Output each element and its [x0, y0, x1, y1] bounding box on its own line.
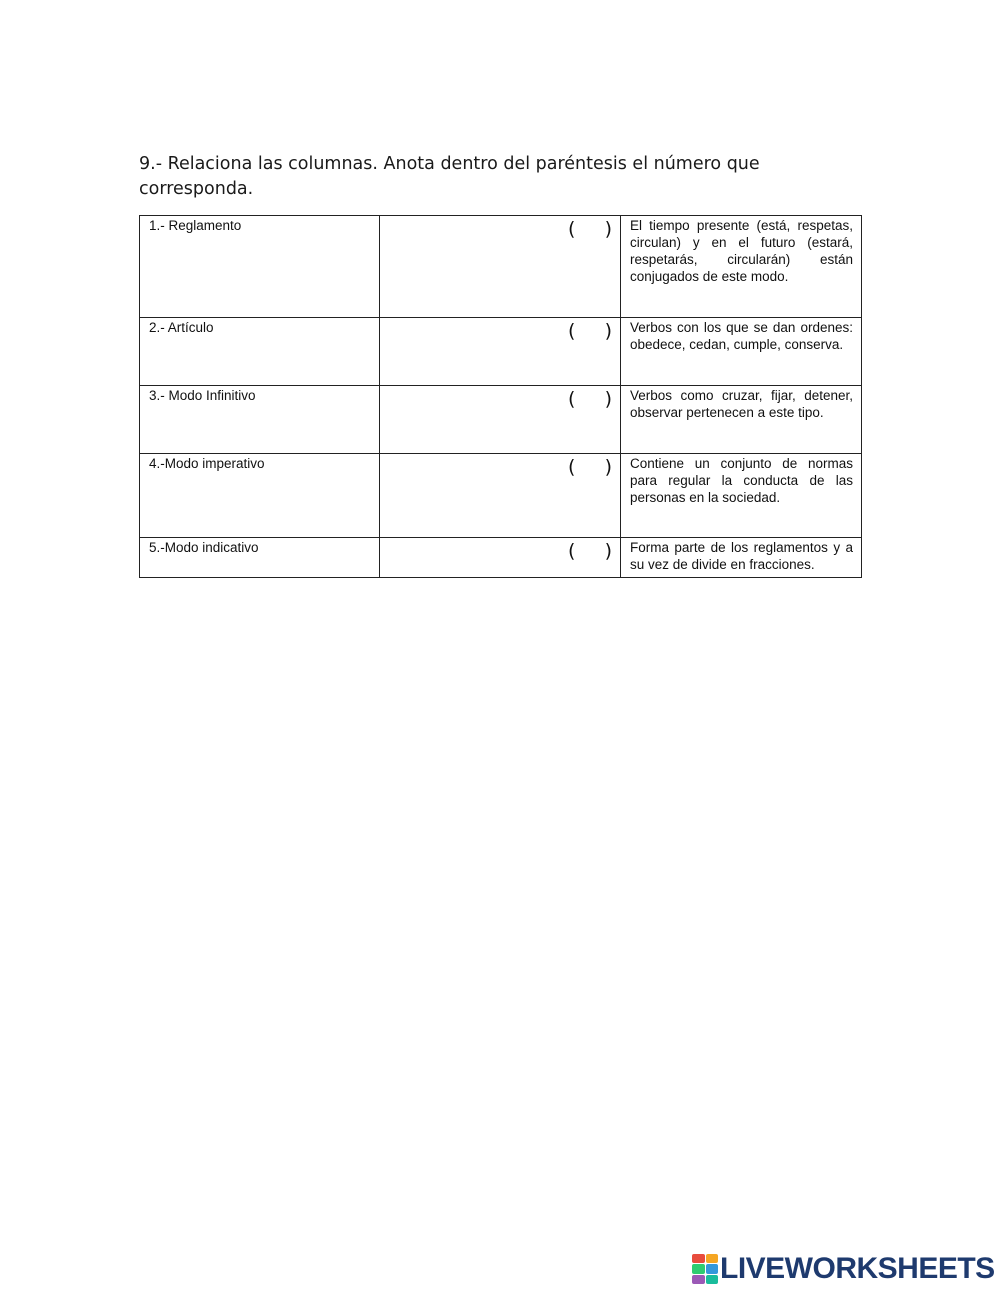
close-paren: ): [604, 455, 612, 478]
logo-tile: [706, 1254, 719, 1263]
description-cell: El tiempo presente (está, respetas, circulan) y en el futuro (estará, respetarás, circularán) están conjugados de este modo.: [621, 216, 862, 318]
matching-table: [139, 215, 862, 578]
term-cell: 3.- Modo Infinitivo: [140, 386, 380, 454]
table-row: [140, 538, 862, 578]
answer-cell: [380, 386, 621, 454]
description-cell: Forma parte de los reglamentos y a su vez de divide en fracciones.: [621, 538, 862, 578]
answer-parentheses: [568, 539, 612, 563]
term-cell: 5.-Modo indicativo: [140, 538, 380, 578]
description-cell: Contiene un conjunto de normas para regular la conducta de las personas en la sociedad.: [621, 454, 862, 538]
open-paren: (: [568, 217, 576, 240]
table-row: [140, 386, 862, 454]
answer-cell: [380, 454, 621, 538]
answer-parentheses: [568, 387, 612, 411]
table-row: [140, 318, 862, 386]
answer-input-3[interactable]: [578, 389, 606, 411]
term-cell: 1.- Reglamento: [140, 216, 380, 318]
logo-text: LIVEWORKSHEETS: [720, 1252, 995, 1285]
table-row: [140, 216, 862, 318]
answer-parentheses: [568, 319, 612, 343]
open-paren: (: [568, 319, 576, 342]
logo-tile: [692, 1264, 705, 1273]
answer-parentheses: [568, 217, 612, 241]
table-row: [140, 454, 862, 538]
logo-tile: [706, 1264, 719, 1273]
logo-tile: [706, 1275, 719, 1284]
close-paren: ): [604, 319, 612, 342]
answer-cell: [380, 318, 621, 386]
answer-input-4[interactable]: [578, 457, 606, 479]
answer-input-5[interactable]: [578, 541, 606, 563]
answer-input-1[interactable]: [578, 219, 606, 241]
description-cell: Verbos con los que se dan ordenes: obedece, cedan, cumple, conserva.: [621, 318, 862, 386]
logo-tile: [692, 1254, 705, 1263]
answer-parentheses: [568, 455, 612, 479]
answer-cell: [380, 216, 621, 318]
term-cell: 2.- Artículo: [140, 318, 380, 386]
close-paren: ): [604, 217, 612, 240]
open-paren: (: [568, 387, 576, 410]
close-paren: ): [604, 387, 612, 410]
description-cell: Verbos como cruzar, fijar, detener, observar pertenecen a este tipo.: [621, 386, 862, 454]
answer-input-2[interactable]: [578, 321, 606, 343]
open-paren: (: [568, 539, 576, 562]
close-paren: ): [604, 539, 612, 562]
logo-mark-icon: [692, 1254, 718, 1284]
liveworksheets-logo: [692, 1252, 995, 1286]
term-cell: 4.-Modo imperativo: [140, 454, 380, 538]
answer-cell: [380, 538, 621, 578]
logo-tile: [692, 1275, 705, 1284]
open-paren: (: [568, 455, 576, 478]
instruction-text: 9.- Relaciona las columnas. Anota dentro del paréntesis el número que corresponda.: [139, 154, 760, 199]
